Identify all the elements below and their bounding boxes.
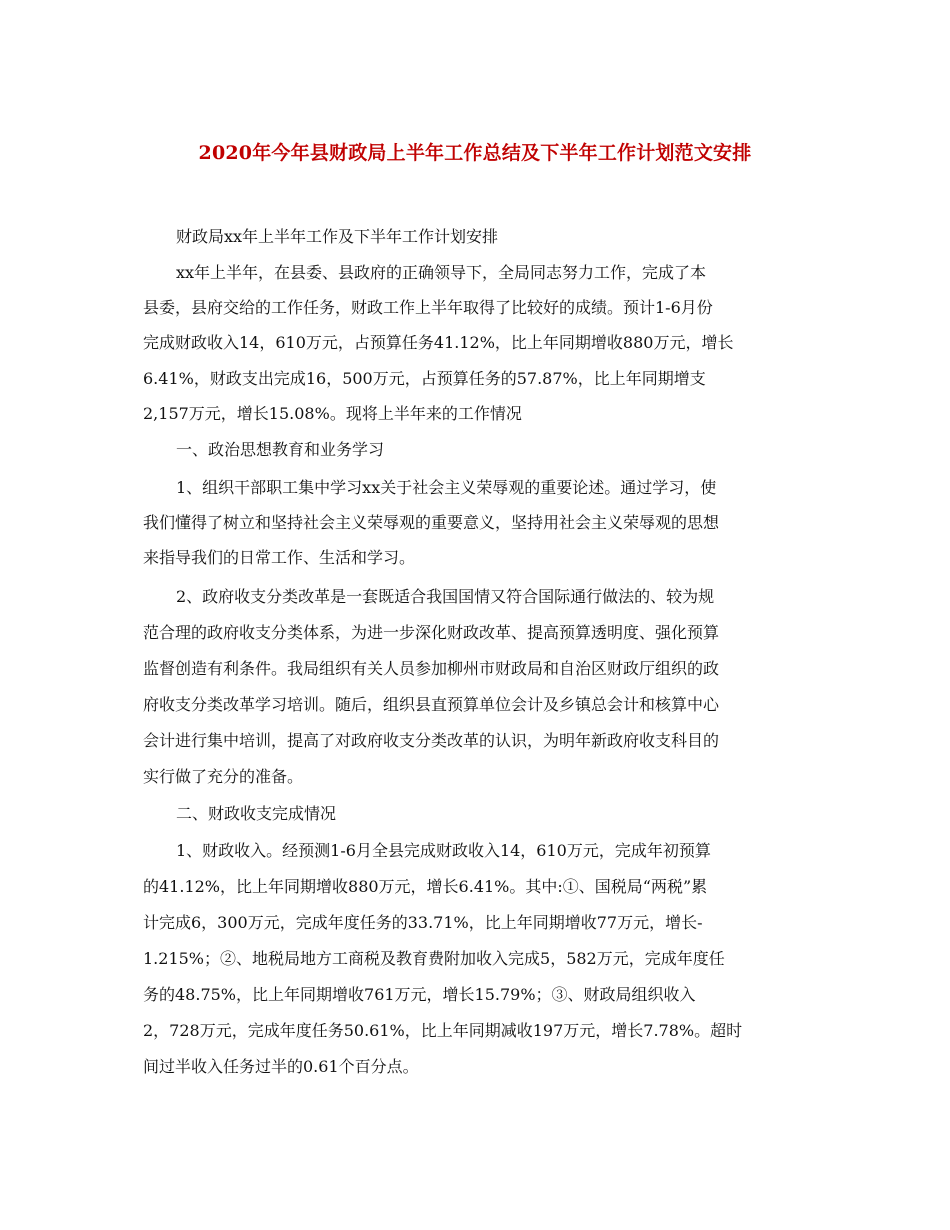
paragraph-line: 会计进行集中培训，提高了对政府收支分类改革的认识，为明年新政府收支科目的 <box>143 731 720 750</box>
paragraph-line: 间过半收入任务过半的0.61个百分点。 <box>143 1057 419 1076</box>
paragraph-line: 我们懂得了树立和坚持社会主义荣辱观的重要意义，坚持用社会主义荣辱观的思想 <box>143 513 720 532</box>
paragraph-line: 2，728万元，完成年度任务50.61%，比上年同期减收197万元，增长7.78%。超时 <box>143 1021 743 1040</box>
paragraph-line: 2、政府收支分类改革是一套既适合我国国情又符合国际通行做法的、较为规 <box>176 587 715 606</box>
paragraph-line: 1.215%；②、地税局地方工商税及教育费附加收入完成5，582万元，完成年度任 <box>143 949 725 968</box>
paragraph-line: 县委，县府交给的工作任务，财政工作上半年取得了比较好的成绩。预计1-6月份 <box>143 298 713 317</box>
paragraph-line: 的41.12%，比上年同期增收880万元，增长6.41%。其中:①、国税局“两税”累 <box>143 877 708 896</box>
paragraph-line: 监督创造有利条件。我局组织有关人员参加柳州市财政局和自治区财政厅组织的政 <box>143 659 720 678</box>
paragraph-line: 1、财政收入。经预测1-6月全县完成财政收入14，610万元，完成年初预算 <box>176 841 711 860</box>
document-title: 2020年今年县财政局上半年工作总结及下半年工作计划范文安排 <box>198 142 752 164</box>
section-heading: 二、财政收支完成情况 <box>176 804 337 823</box>
paragraph-line: 2,157万元，增长15.08%。现将上半年来的工作情况 <box>143 404 522 423</box>
paragraph-line: 范合理的政府收支分类体系，为进一步深化财政改革、提高预算透明度、强化预算 <box>143 623 720 642</box>
paragraph-line: 来指导我们的日常工作、生活和学习。 <box>143 548 416 567</box>
paragraph-line: 完成财政收入14，610万元，占预算任务41.12%，比上年同期增收880万元，增长 <box>143 333 734 352</box>
paragraph-line: 1、组织干部职工集中学习xx关于社会主义荣辱观的重要论述。通过学习，使 <box>176 478 717 497</box>
paragraph-line: 务的48.75%，比上年同期增收761万元，增长15.79%；③、财政局组织收入 <box>143 985 696 1004</box>
paragraph-line: 实行做了充分的准备。 <box>143 767 304 786</box>
section-heading: 一、政治思想教育和业务学习 <box>176 440 385 459</box>
paragraph-line: xx年上半年，在县委、县政府的正确领导下，全局同志努力工作，完成了本 <box>176 263 707 282</box>
subtitle-line: 财政局xx年上半年工作及下半年工作计划安排 <box>176 227 499 246</box>
paragraph-line: 6.41%，财政支出完成16，500万元，占预算任务的57.87%，比上年同期增支 <box>143 369 706 388</box>
paragraph-line: 计完成6，300万元，完成年度任务的33.71%，比上年同期增收77万元，增长- <box>143 913 703 932</box>
paragraph-line: 府收支分类改革学习培训。随后，组织县直预算单位会计及乡镇总会计和核算中心 <box>143 695 720 714</box>
